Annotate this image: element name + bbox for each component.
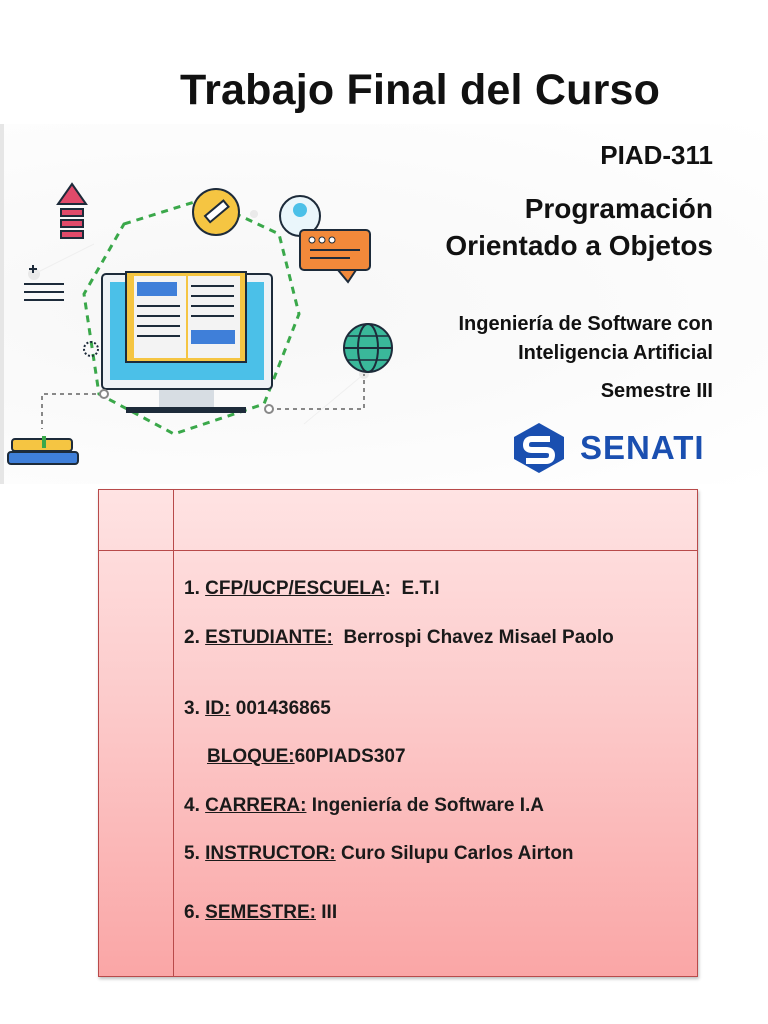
info-label: SEMESTRE: — [205, 902, 316, 923]
info-item-escuela: 1. CFP/UCP/ESCUELA: E.T.I — [184, 578, 440, 599]
student-info-table — [98, 489, 698, 977]
stacked-books-icon — [8, 436, 78, 464]
education-illustration — [4, 124, 414, 484]
info-item-instructor: 5. INSTRUCTOR: Curo Silupu Carlos Airton — [184, 843, 574, 864]
info-label: BLOQUE: — [207, 746, 295, 767]
info-label: ID: — [205, 698, 231, 719]
info-value: 60PIADS307 — [294, 746, 406, 767]
info-item-bloque — [207, 746, 406, 768]
info-value: 001436865 — [235, 698, 331, 719]
info-value: Ingeniería de Software I.A — [311, 795, 545, 816]
program-line2: Inteligencia Artificial — [518, 342, 713, 364]
dashed-connector-right — [269, 374, 364, 409]
info-item-carrera: 4. CARRERA: Ingeniería de Software I.A — [184, 795, 545, 816]
info-label: INSTRUCTOR: — [205, 843, 336, 864]
info-value: E.T.I — [401, 578, 440, 599]
course-name-line2: Orientado a Objetos — [445, 230, 713, 261]
table-column-divider — [173, 490, 174, 976]
dashed-connector — [42, 394, 104, 429]
senati-logo — [510, 420, 705, 476]
info-value: Berrospi Chavez Misael Paolo — [343, 627, 614, 648]
course-code: PIAD-311 — [600, 140, 713, 170]
info-item-semestre: 6. SEMESTRE: III — [184, 902, 338, 923]
info-label: ESTUDIANTE: — [205, 627, 333, 648]
info-value: Curo Silupu Carlos Airton — [340, 843, 574, 864]
info-label: CARRERA: — [205, 795, 307, 816]
book-icon — [126, 272, 246, 362]
semester-label: Semestre III — [600, 380, 713, 402]
page-title: Trabajo Final del Curso — [180, 66, 661, 114]
pencil-badge-icon — [193, 189, 239, 235]
info-value: III — [321, 902, 338, 923]
program-line1: Ingeniería de Software con — [458, 313, 713, 335]
program-name — [458, 310, 713, 368]
info-label: CFP/UCP/ESCUELA — [205, 578, 385, 599]
user-chat-icon — [280, 196, 370, 282]
senati-logo-text: SENATI — [580, 429, 705, 466]
senati-logo-icon — [510, 421, 568, 475]
info-item-estudiante: 2. ESTUDIANTE: Berrospi Chavez Misael Paolo — [184, 627, 614, 648]
info-item-id: 3. ID: 001436865 — [184, 698, 331, 719]
globe-icon — [344, 324, 392, 372]
course-name — [445, 190, 713, 264]
arrow-up-icon — [58, 184, 86, 238]
course-name-line1: Programación — [524, 193, 713, 224]
table-row-divider — [99, 550, 697, 551]
